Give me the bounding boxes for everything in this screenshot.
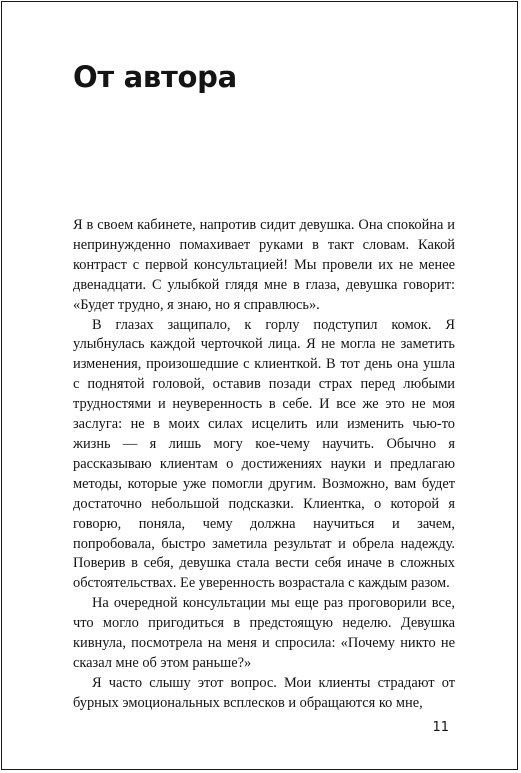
- chapter-body: [73, 216, 455, 714]
- book-page: [1, 1, 518, 770]
- chapter-title: От автора: [73, 60, 237, 94]
- paragraph: На очередной консультации мы еще раз проговорили все, что могло пригодиться в предстоящую неделю. Девушка кивнула, посмотрела на меня и спросила: «Почему никто не сказал мне об этом раньше?»: [73, 595, 455, 671]
- page-number: 11: [432, 720, 449, 735]
- paragraph: Я в своем кабинете, напротив сидит девушка. Она спокойна и непринужденно помахивает руками в такт словам. Какой контраст с первой консультацией! Мы провели их не менее двенадцати. С улыбкой глядя мне в глаза, девушка говорит: «Будет трудно, я знаю, но я справлюсь».: [73, 217, 455, 313]
- paragraph: Я часто слышу этот вопрос. Мои клиенты страдают от бурных эмоциональных всплесков и обращаются ко мне,: [73, 674, 455, 711]
- paragraph: В глазах защипало, к горлу подступил комок. Я улыбнулась каждой черточкой лица. Я не могла не заметить изменения, произошедшие с клиенткой. В тот день она ушла с поднятой головой, оставив позади страх перед любыми трудностями и неуверенность в себе. И все же это не моя заслуга: не в моих силах исцелить или изменить чью-то жизнь — я лишь могу кое-чему научить. Обычно я рассказываю клиентам о достижениях науки и предлагаю методы, которые уже помогли другим. Возможно, вам будет достаточно небольшой подсказки. Клиентка, о которой я говорю, поняла, чему должна научиться и зачем, попробовала, быстро заметила результат и обрела надежду. Поверив в себя, девушка стала вести себя иначе в сложных обстоятельствах. Ее уверенность возрастала с каждым разом.: [73, 316, 455, 592]
